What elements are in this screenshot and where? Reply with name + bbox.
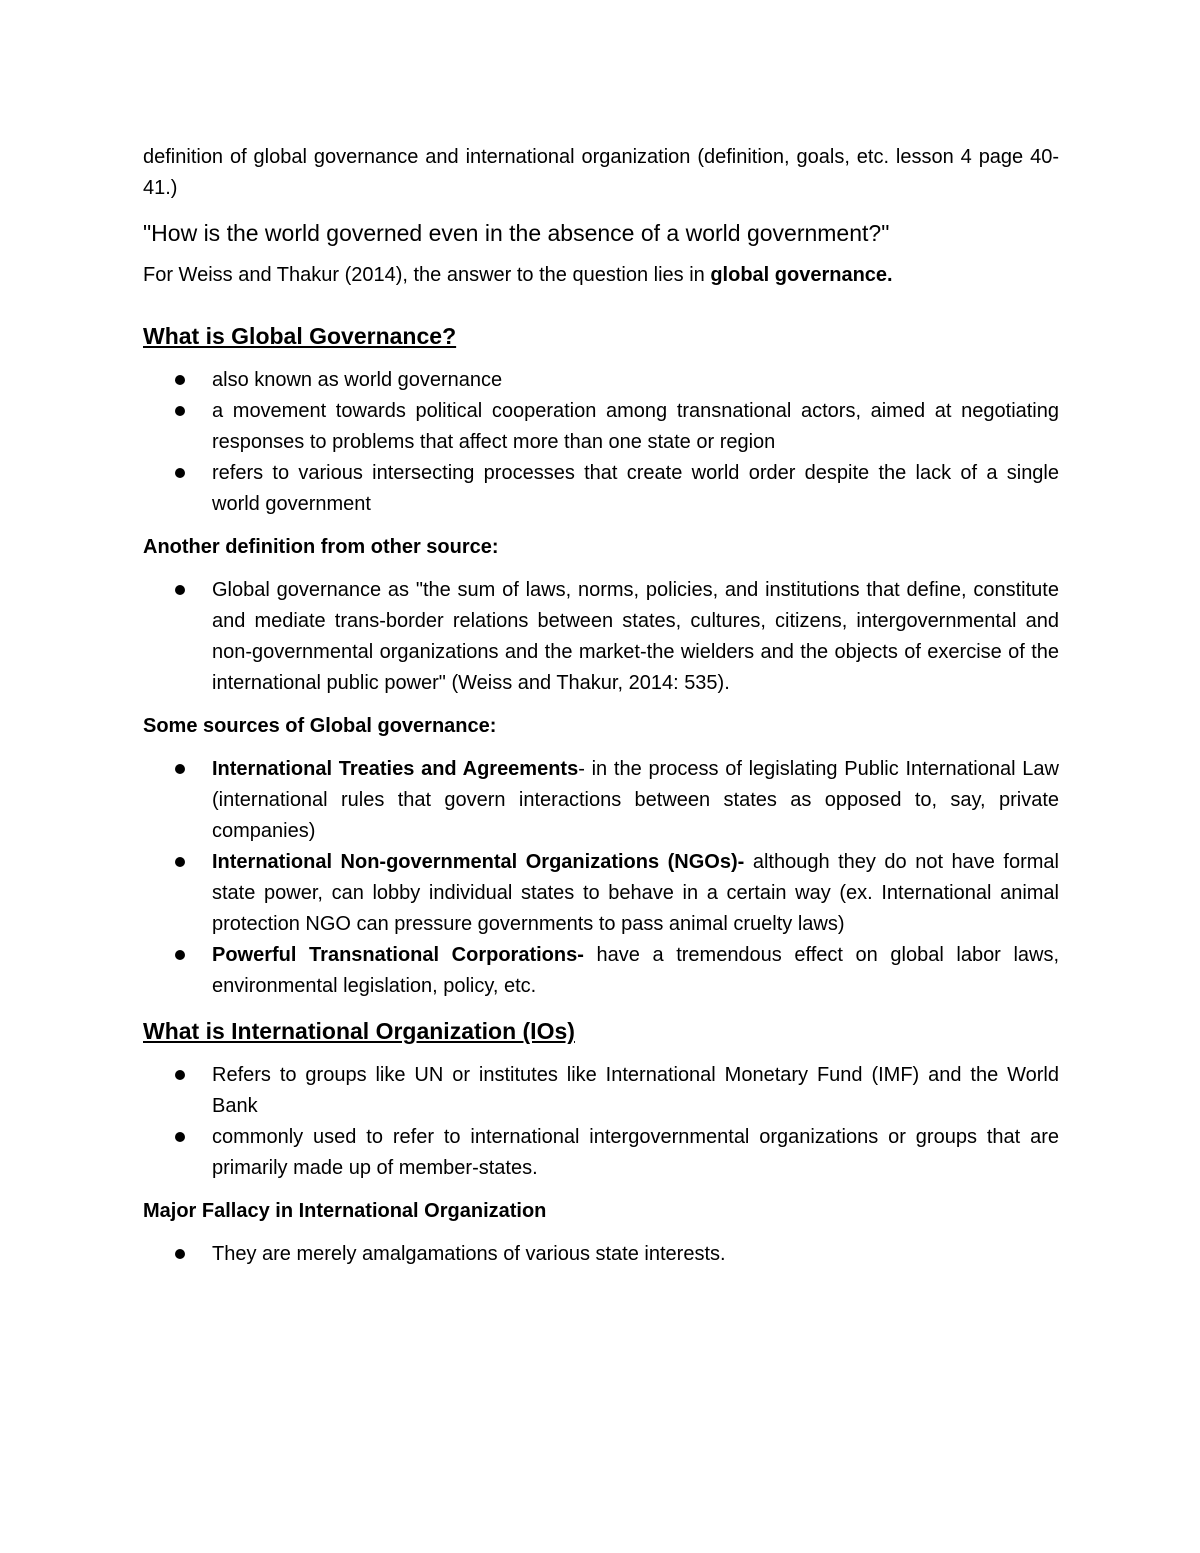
list-item-text: refers to various intersecting processes that create world order despite the lack of a single world government	[212, 462, 1059, 515]
source-title: Powerful Transnational Corporations-	[212, 944, 584, 966]
heading-international-organization: What is International Organization (IOs)	[143, 1018, 575, 1044]
list-item	[143, 754, 1059, 847]
list-item	[143, 940, 1059, 1002]
list-item-text: Refers to groups like UN or institutes like International Monetary Fund (IMF) and the World Bank	[212, 1064, 1059, 1117]
source-description: although they do not have formal state power, can lobby individual states to behave in a certain way (ex. International animal protection NGO can pressure governments to pass animal cruelty laws)	[212, 851, 1059, 935]
list-item	[143, 1122, 1059, 1184]
bullet-icon	[175, 585, 185, 595]
sources-list	[143, 754, 1059, 1002]
heading-global-governance: What is Global Governance?	[143, 323, 457, 349]
intro-text: definition of global governance and international organization (definition, goals, etc. lesson 4 page 40-41.)	[143, 146, 1059, 199]
bullet-icon	[175, 764, 185, 774]
list-item-text: also known as world governance	[212, 369, 503, 391]
bullet-icon	[175, 950, 185, 960]
subheading-sources: Some sources of Global governance:	[143, 715, 497, 737]
source-description: - in the process of legislating Public International Law (international rules that govern interactions between states as opposed to, say, private companies)	[212, 758, 1059, 842]
list-item	[143, 458, 1059, 520]
bullet-icon	[175, 375, 185, 385]
bullet-icon	[175, 1070, 185, 1080]
list-item-text: They are merely amalgamations of various state interests.	[212, 1243, 726, 1265]
source-title: International Non-governmental Organizations (NGOs)-	[212, 851, 745, 873]
bullet-icon	[175, 857, 185, 867]
subheading-major-fallacy: Major Fallacy in International Organization	[143, 1200, 547, 1222]
list-item-text: commonly used to refer to international intergovernmental organizations or groups that are primarily made up of member-states.	[212, 1126, 1059, 1179]
bullet-icon	[175, 1132, 185, 1142]
attribution-text	[143, 260, 1059, 291]
fallacy-list	[143, 1239, 1059, 1270]
bullet-icon	[175, 468, 185, 478]
bullet-icon	[175, 406, 185, 416]
list-item-text: Global governance as "the sum of laws, norms, policies, and institutions that define, constitute and mediate trans-border relations between states, cultures, citizens, intergovernmental and non-governmental organizations and the market-the wielders and the objects of exercise of the international public power" (Weiss and Thakur, 2014: 535).	[212, 579, 1059, 694]
another-definition-list	[143, 575, 1059, 699]
attribution-bold: global governance.	[710, 264, 893, 286]
bullet-icon	[175, 1249, 185, 1259]
list-item	[143, 365, 1059, 396]
list-item	[143, 575, 1059, 699]
subheading-another-definition: Another definition from other source:	[143, 536, 499, 558]
list-item	[143, 1239, 1059, 1270]
list-item	[143, 1060, 1059, 1122]
source-description: have a tremendous effect on global labor laws, environmental legislation, policy, etc.	[212, 944, 1060, 997]
source-title: International Treaties and Agreements	[212, 758, 579, 780]
global-governance-list	[143, 365, 1059, 520]
list-item	[143, 396, 1059, 458]
list-item	[143, 847, 1059, 940]
document-page	[143, 142, 1059, 1282]
attribution-prefix: For Weiss and Thakur (2014), the answer to the question lies in	[143, 264, 711, 286]
international-organization-list	[143, 1060, 1059, 1184]
list-item-text: a movement towards political cooperation among transnational actors, aimed at negotiating responses to problems that affect more than one state or region	[212, 400, 1059, 453]
guiding-question: "How is the world governed even in the absence of a world government?"	[143, 220, 890, 246]
